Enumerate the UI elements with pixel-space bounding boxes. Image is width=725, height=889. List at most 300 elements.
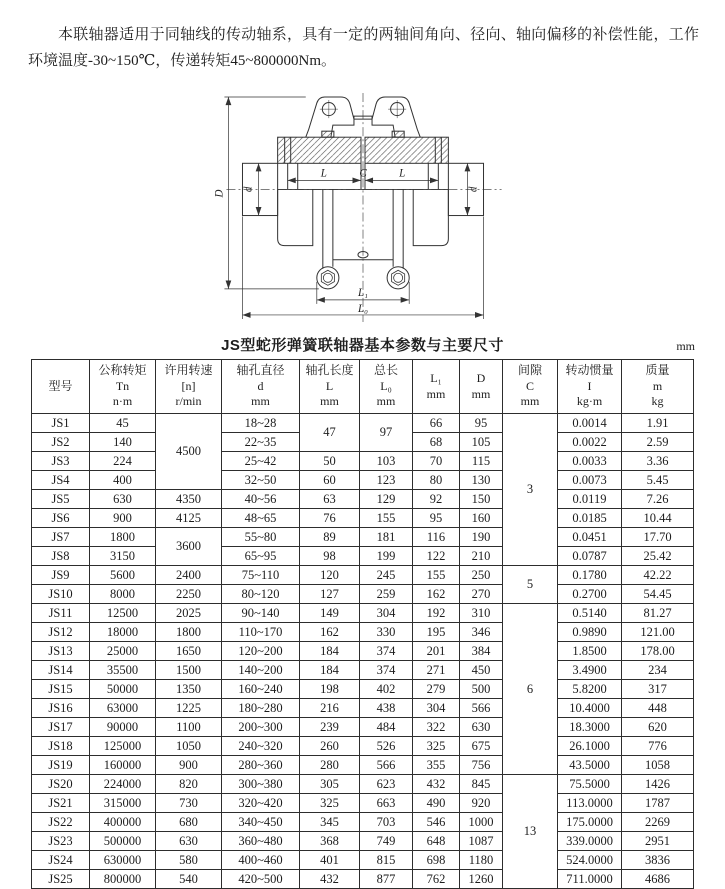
table-cell: JS4: [32, 471, 90, 490]
table-cell: 900: [156, 756, 222, 775]
table-cell: 374: [360, 642, 413, 661]
dim-label-d-left: d: [242, 186, 255, 193]
dim-label-L1: L₁: [357, 286, 368, 299]
table-cell: 648: [413, 832, 460, 851]
table-cell: 80~120: [222, 585, 300, 604]
table-cell: 420~500: [222, 870, 300, 889]
table-cell: 1.91: [622, 414, 694, 433]
table-cell: 175.0000: [558, 813, 622, 832]
table-cell: 60: [300, 471, 360, 490]
table-cell: 90~140: [222, 604, 300, 623]
table-cell: 271: [413, 661, 460, 680]
table-row: [32, 528, 694, 547]
table-cell: 623: [360, 775, 413, 794]
dim-label-L-right: L: [398, 167, 405, 180]
table-header-row: [32, 360, 694, 414]
column-header: D mm: [460, 360, 503, 414]
table-row: [32, 775, 694, 794]
table-row: [32, 718, 694, 737]
table-cell: 120~200: [222, 642, 300, 661]
table-cell: JS9: [32, 566, 90, 585]
table-cell: JS11: [32, 604, 90, 623]
column-header: 质量 m kg: [622, 360, 694, 414]
table-cell: 280: [300, 756, 360, 775]
table-cell: 1050: [156, 737, 222, 756]
table-cell: 155: [413, 566, 460, 585]
table-cell: 360~480: [222, 832, 300, 851]
table-cell: 300~380: [222, 775, 300, 794]
table-cell: 400: [90, 471, 156, 490]
table-cell: 566: [460, 699, 503, 718]
table-cell: 1650: [156, 642, 222, 661]
table-cell: JS25: [32, 870, 90, 889]
table-cell: 180~280: [222, 699, 300, 718]
table-cell: JS23: [32, 832, 90, 851]
table-cell: 304: [413, 699, 460, 718]
table-cell: 43.5000: [558, 756, 622, 775]
table-cell: 1787: [622, 794, 694, 813]
table-cell: 45: [90, 414, 156, 433]
table-row: [32, 756, 694, 775]
table-cell: 245: [360, 566, 413, 585]
table-cell: 200~300: [222, 718, 300, 737]
table-cell: 776: [622, 737, 694, 756]
table-cell: 92: [413, 490, 460, 509]
table-cell: 115: [460, 452, 503, 471]
table-cell: 2269: [622, 813, 694, 832]
table-row: [32, 813, 694, 832]
table-cell: 0.0119: [558, 490, 622, 509]
table-cell: 5.45: [622, 471, 694, 490]
table-cell: 384: [460, 642, 503, 661]
column-header: 公称转矩 Tn n·m: [90, 360, 156, 414]
column-header: 许用转速 [n] r/min: [156, 360, 222, 414]
table-cell: 181: [360, 528, 413, 547]
table-cell: 402: [360, 680, 413, 699]
column-header: 轴孔长度 L mm: [300, 360, 360, 414]
table-cell: 339.0000: [558, 832, 622, 851]
table-cell: 260: [300, 737, 360, 756]
table-cell: 1426: [622, 775, 694, 794]
table-cell: 279: [413, 680, 460, 699]
table-cell: 125000: [90, 737, 156, 756]
coupling-diagram: [0, 89, 725, 330]
table-row: [32, 604, 694, 623]
table-cell: 5: [503, 566, 558, 604]
table-cell: 400~460: [222, 851, 300, 870]
table-cell: 25.42: [622, 547, 694, 566]
column-header: 总长 L₀ mm: [360, 360, 413, 414]
table-cell: 6: [503, 604, 558, 775]
table-cell: 490: [413, 794, 460, 813]
table-cell: 0.0033: [558, 452, 622, 471]
table-cell: 630000: [90, 851, 156, 870]
bolt-head-left: [321, 131, 333, 137]
table-cell: 304: [360, 604, 413, 623]
table-cell: 400000: [90, 813, 156, 832]
table-row: [32, 585, 694, 604]
table-cell: 116: [413, 528, 460, 547]
table-cell: 749: [360, 832, 413, 851]
table-cell: 526: [360, 737, 413, 756]
table-cell: 47: [300, 414, 360, 452]
table-row: [32, 870, 694, 889]
table-row: [32, 547, 694, 566]
table-cell: JS6: [32, 509, 90, 528]
table-cell: 250: [460, 566, 503, 585]
table-cell: 25~42: [222, 452, 300, 471]
table-cell: 162: [300, 623, 360, 642]
table-cell: 224000: [90, 775, 156, 794]
table-cell: 68: [413, 433, 460, 452]
table-cell: 1225: [156, 699, 222, 718]
table-cell: 122: [413, 547, 460, 566]
table-cell: 201: [413, 642, 460, 661]
table-cell: JS12: [32, 623, 90, 642]
table-cell: 2025: [156, 604, 222, 623]
table-cell: 0.0451: [558, 528, 622, 547]
table-cell: 90000: [90, 718, 156, 737]
table-row: [32, 490, 694, 509]
table-cell: 81.27: [622, 604, 694, 623]
table-cell: 155: [360, 509, 413, 528]
table-cell: 1180: [460, 851, 503, 870]
table-cell: 70: [413, 452, 460, 471]
table-cell: 50000: [90, 680, 156, 699]
table-cell: 630: [460, 718, 503, 737]
table-cell: 40~56: [222, 490, 300, 509]
table-cell: 0.0022: [558, 433, 622, 452]
dim-label-D: D: [212, 189, 225, 198]
table-cell: 345: [300, 813, 360, 832]
table-cell: 80: [413, 471, 460, 490]
table-cell: 1087: [460, 832, 503, 851]
table-cell: 3: [503, 414, 558, 566]
table-cell: 820: [156, 775, 222, 794]
table-cell: 3150: [90, 547, 156, 566]
table-title-row: [0, 334, 725, 356]
intro-paragraph: 本联轴器适用于同轴线的传动轴系，具有一定的两轴间角向、径向、轴向偏移的补偿性能，工作环境温度-30~150℃，传递转矩45~800000Nm。: [28, 27, 699, 69]
table-cell: JS17: [32, 718, 90, 737]
table-cell: 48~65: [222, 509, 300, 528]
table-cell: 540: [156, 870, 222, 889]
table-cell: 150: [460, 490, 503, 509]
parameters-table: [31, 359, 694, 889]
table-cell: 305: [300, 775, 360, 794]
table-cell: 121.00: [622, 623, 694, 642]
table-cell: 89: [300, 528, 360, 547]
table-title: JS型蛇形弹簧联轴器基本参数与主要尺寸: [221, 337, 504, 354]
table-cell: 50: [300, 452, 360, 471]
table-row: [32, 851, 694, 870]
table-cell: 1800: [156, 623, 222, 642]
table-cell: 620: [622, 718, 694, 737]
table-cell: 730: [156, 794, 222, 813]
column-header: 轴孔直径 d mm: [222, 360, 300, 414]
table-cell: 1350: [156, 680, 222, 699]
table-cell: JS14: [32, 661, 90, 680]
table-cell: JS22: [32, 813, 90, 832]
table-row: [32, 737, 694, 756]
table-cell: 0.0185: [558, 509, 622, 528]
table-cell: 10.44: [622, 509, 694, 528]
bolt-head-right: [392, 131, 404, 137]
table-cell: 756: [460, 756, 503, 775]
table-cell: 5.8200: [558, 680, 622, 699]
table-cell: JS19: [32, 756, 90, 775]
table-cell: 32~50: [222, 471, 300, 490]
table-cell: 368: [300, 832, 360, 851]
flange-section-left: [277, 137, 360, 163]
table-cell: 103: [360, 452, 413, 471]
column-header: L₁ mm: [413, 360, 460, 414]
table-cell: 630: [90, 490, 156, 509]
table-cell: 580: [156, 851, 222, 870]
table-cell: 1800: [90, 528, 156, 547]
table-cell: 900: [90, 509, 156, 528]
table-cell: 7.26: [622, 490, 694, 509]
table-cell: 224: [90, 452, 156, 471]
table-cell: 1000: [460, 813, 503, 832]
table-cell: 330: [360, 623, 413, 642]
table-cell: 97: [360, 414, 413, 452]
table-cell: 815: [360, 851, 413, 870]
table-cell: 1.8500: [558, 642, 622, 661]
table-cell: 270: [460, 585, 503, 604]
dim-label-d-right: d: [466, 186, 479, 193]
table-cell: 18~28: [222, 414, 300, 433]
table-cell: 3.36: [622, 452, 694, 471]
table-cell: 18000: [90, 623, 156, 642]
table-cell: 310: [460, 604, 503, 623]
table-row: [32, 832, 694, 851]
table-cell: JS24: [32, 851, 90, 870]
table-cell: 75~110: [222, 566, 300, 585]
table-cell: 76: [300, 509, 360, 528]
table-cell: 63: [300, 490, 360, 509]
table-cell: 3.4900: [558, 661, 622, 680]
table-cell: JS18: [32, 737, 90, 756]
table-cell: 75.5000: [558, 775, 622, 794]
table-row: [32, 680, 694, 699]
table-cell: 130: [460, 471, 503, 490]
table-cell: 680: [156, 813, 222, 832]
dim-label-L-left: L: [320, 167, 327, 180]
table-cell: 0.0073: [558, 471, 622, 490]
table-cell: 66: [413, 414, 460, 433]
table-cell: 98: [300, 547, 360, 566]
table-cell: 160~240: [222, 680, 300, 699]
table-cell: 184: [300, 642, 360, 661]
table-cell: 698: [413, 851, 460, 870]
table-cell: 234: [622, 661, 694, 680]
table-cell: 675: [460, 737, 503, 756]
table-row: [32, 414, 694, 433]
table-cell: 160: [460, 509, 503, 528]
table-cell: 0.0787: [558, 547, 622, 566]
table-cell: 160000: [90, 756, 156, 775]
table-row: [32, 471, 694, 490]
table-cell: JS21: [32, 794, 90, 813]
table-cell: 484: [360, 718, 413, 737]
table-cell: 0.5140: [558, 604, 622, 623]
table-cell: 1058: [622, 756, 694, 775]
table-cell: 26.1000: [558, 737, 622, 756]
table-cell: 1260: [460, 870, 503, 889]
table-cell: 199: [360, 547, 413, 566]
table-row: [32, 794, 694, 813]
table-cell: 920: [460, 794, 503, 813]
table-cell: 703: [360, 813, 413, 832]
table-cell: 198: [300, 680, 360, 699]
table-cell: 280~360: [222, 756, 300, 775]
table-cell: 162: [413, 585, 460, 604]
table-cell: 0.2700: [558, 585, 622, 604]
table-cell: 500: [460, 680, 503, 699]
table-cell: JS16: [32, 699, 90, 718]
table-cell: 0.0014: [558, 414, 622, 433]
table-cell: 630: [156, 832, 222, 851]
table-cell: 762: [413, 870, 460, 889]
table-cell: JS10: [32, 585, 90, 604]
table-row: [32, 452, 694, 471]
table-cell: 149: [300, 604, 360, 623]
table-cell: JS13: [32, 642, 90, 661]
table-cell: 10.4000: [558, 699, 622, 718]
table-cell: 18.3000: [558, 718, 622, 737]
table-cell: 127: [300, 585, 360, 604]
table-cell: 711.0000: [558, 870, 622, 889]
table-cell: 110~170: [222, 623, 300, 642]
table-cell: 500000: [90, 832, 156, 851]
table-cell: 95: [460, 414, 503, 433]
table-cell: 239: [300, 718, 360, 737]
table-cell: 113.0000: [558, 794, 622, 813]
table-cell: 140: [90, 433, 156, 452]
table-cell: 325: [413, 737, 460, 756]
table-cell: JS15: [32, 680, 90, 699]
table-cell: JS8: [32, 547, 90, 566]
table-cell: 4350: [156, 490, 222, 509]
table-cell: 4686: [622, 870, 694, 889]
table-cell: 0.1780: [558, 566, 622, 585]
table-cell: 546: [413, 813, 460, 832]
table-cell: 195: [413, 623, 460, 642]
table-cell: 566: [360, 756, 413, 775]
table-cell: JS2: [32, 433, 90, 452]
table-cell: 438: [360, 699, 413, 718]
table-cell: 55~80: [222, 528, 300, 547]
table-cell: 42.22: [622, 566, 694, 585]
table-cell: 877: [360, 870, 413, 889]
table-cell: 2.59: [622, 433, 694, 452]
table-cell: 105: [460, 433, 503, 452]
table-cell: 322: [413, 718, 460, 737]
table-cell: 140~200: [222, 661, 300, 680]
flange-section-right: [365, 137, 448, 163]
table-cell: 25000: [90, 642, 156, 661]
table-cell: 524.0000: [558, 851, 622, 870]
table-cell: 65~95: [222, 547, 300, 566]
column-header: 间隙 C mm: [503, 360, 558, 414]
table-cell: 448: [622, 699, 694, 718]
table-cell: 178.00: [622, 642, 694, 661]
flange-disc-left: [277, 189, 312, 245]
table-cell: 320~420: [222, 794, 300, 813]
parameters-table-body: [32, 414, 694, 889]
table-cell: 317: [622, 680, 694, 699]
table-row: [32, 699, 694, 718]
table-cell: 22~35: [222, 433, 300, 452]
table-cell: 845: [460, 775, 503, 794]
table-cell: 12500: [90, 604, 156, 623]
table-cell: 2951: [622, 832, 694, 851]
table-cell: JS1: [32, 414, 90, 433]
table-cell: JS7: [32, 528, 90, 547]
dim-label-C: C: [358, 167, 367, 180]
coupling-drawing: [211, 89, 515, 325]
table-cell: 432: [300, 870, 360, 889]
table-cell: JS5: [32, 490, 90, 509]
table-cell: 259: [360, 585, 413, 604]
table-cell: 123: [360, 471, 413, 490]
table-cell: 120: [300, 566, 360, 585]
table-cell: 1100: [156, 718, 222, 737]
table-row: [32, 661, 694, 680]
dim-label-L0: L₀: [357, 302, 368, 315]
table-cell: 4125: [156, 509, 222, 528]
table-cell: 355: [413, 756, 460, 775]
table-row: [32, 509, 694, 528]
table-cell: 325: [300, 794, 360, 813]
unit-note: mm: [676, 339, 695, 353]
column-header: 型号: [32, 360, 90, 414]
table-cell: 3836: [622, 851, 694, 870]
table-row: [32, 566, 694, 585]
table-cell: 190: [460, 528, 503, 547]
table-cell: 2400: [156, 566, 222, 585]
table-cell: 432: [413, 775, 460, 794]
table-cell: 5600: [90, 566, 156, 585]
table-cell: 8000: [90, 585, 156, 604]
table-cell: 210: [460, 547, 503, 566]
table-cell: 240~320: [222, 737, 300, 756]
table-row: [32, 642, 694, 661]
table-cell: 340~450: [222, 813, 300, 832]
table-cell: 216: [300, 699, 360, 718]
table-cell: 54.45: [622, 585, 694, 604]
table-cell: 663: [360, 794, 413, 813]
flange-disc-right: [413, 189, 448, 245]
table-cell: 1500: [156, 661, 222, 680]
table-cell: 374: [360, 661, 413, 680]
table-cell: 4500: [156, 414, 222, 490]
table-cell: 450: [460, 661, 503, 680]
table-cell: 192: [413, 604, 460, 623]
table-cell: 2250: [156, 585, 222, 604]
table-cell: 63000: [90, 699, 156, 718]
table-cell: 346: [460, 623, 503, 642]
table-cell: 35500: [90, 661, 156, 680]
table-cell: 401: [300, 851, 360, 870]
column-header: 转动惯量 I kg·m: [558, 360, 622, 414]
table-row: [32, 623, 694, 642]
table-cell: JS3: [32, 452, 90, 471]
table-cell: 17.70: [622, 528, 694, 547]
table-cell: 800000: [90, 870, 156, 889]
table-cell: 0.9890: [558, 623, 622, 642]
table-cell: 315000: [90, 794, 156, 813]
